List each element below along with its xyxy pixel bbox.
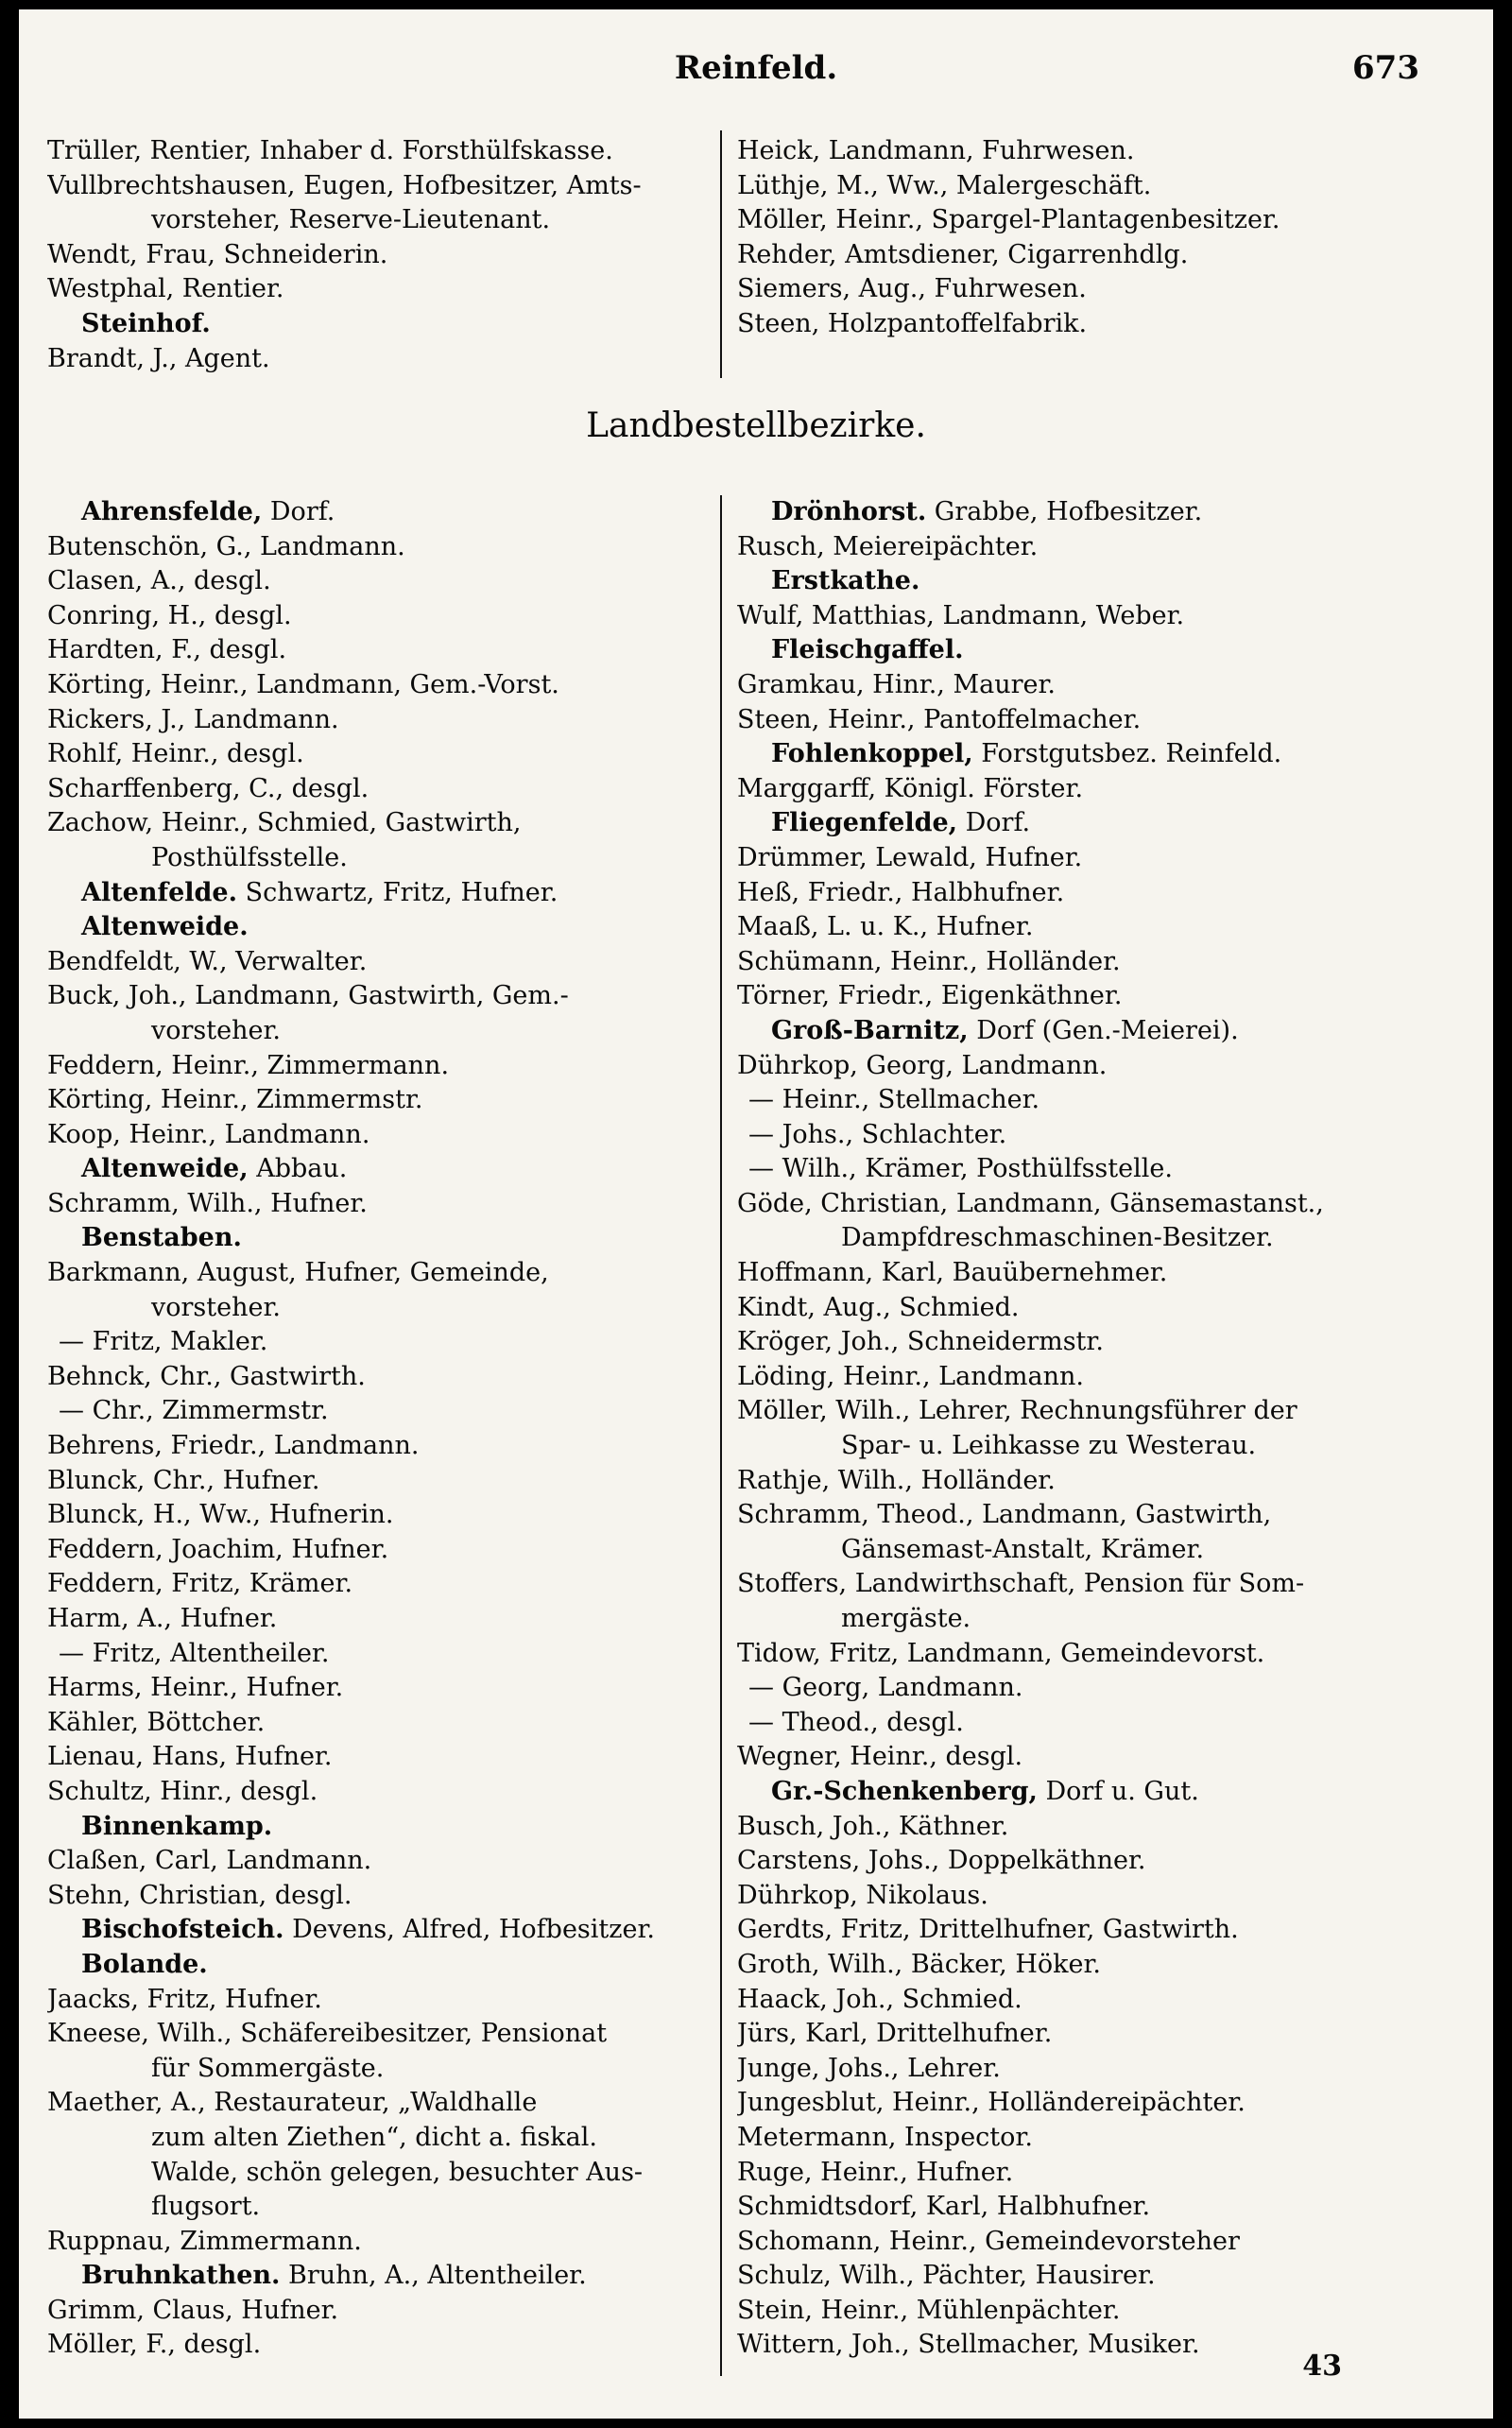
directory-entry: Maaß, L. u. K., Hufner.	[737, 912, 1034, 942]
directory-entry: Busch, Joh., Käthner.	[737, 1811, 1009, 1841]
directory-entry: Möller, F., desgl.	[47, 2330, 262, 2360]
locality-heading	[737, 737, 1465, 772]
entry-continuation: Dampfdreschmaschinen-Besitzer.	[841, 1223, 1274, 1253]
locality-heading	[47, 2259, 726, 2294]
directory-entry: Ruppnau, Zimmermann.	[47, 2226, 362, 2256]
locality-name: Bruhnkathen.	[81, 2261, 281, 2291]
directory-entry: Rusch, Meiereipächter.	[737, 531, 1039, 561]
page-number: 673	[1352, 49, 1419, 87]
directory-entry: Kindt, Aug., Schmied.	[737, 1292, 1020, 1322]
locality-note: Dorf (Gen.-Meierei).	[968, 1015, 1239, 1045]
locality-name: Bischofsteich.	[81, 1915, 284, 1945]
directory-entry: Scharffenberg, C., desgl.	[47, 773, 369, 803]
directory-entry: Feddern, Heinr., Zimmermann.	[47, 1050, 450, 1080]
directory-entry: Marggarff, Königl. Förster.	[737, 773, 1084, 803]
directory-entry: — Johs., Schlachter.	[748, 1119, 1007, 1149]
entry-continuation: Posthülfsstelle.	[151, 842, 348, 872]
locality-note: Dorf u. Gut.	[1037, 1776, 1199, 1806]
column-divider-top	[720, 130, 722, 378]
directory-entry: Groth, Wilh., Bäcker, Höker.	[737, 1949, 1101, 1979]
directory-entry: Körting, Heinr., Zimmermstr.	[47, 1085, 423, 1115]
directory-entry: Stein, Heinr., Mühlenpächter.	[737, 2295, 1121, 2325]
directory-entry: Bendfeldt, W., Verwalter.	[47, 946, 368, 976]
directory-entry: — Georg, Landmann.	[748, 1673, 1023, 1703]
running-header	[19, 49, 1493, 106]
entry-continuation: flugsort.	[151, 2192, 261, 2222]
locality-heading	[737, 806, 1465, 841]
locality-heading	[47, 495, 726, 530]
locality-note: Dorf.	[262, 497, 335, 526]
directory-entry: Buck, Joh., Landmann, Gastwirth, Gem.-	[47, 981, 569, 1011]
directory-entry: Trüller, Rentier, Inhaber d. Forsthülfskasse.	[47, 136, 613, 165]
locality-name: Fliegenfelde,	[771, 808, 958, 838]
directory-entry: Haack, Joh., Schmied.	[737, 1984, 1022, 2014]
directory-entry: Rehder, Amtsdiener, Cigarrenhdlg.	[737, 239, 1189, 269]
entry-continuation: mergäste.	[841, 1604, 971, 1633]
entry-continuation: vorsteher.	[151, 1015, 281, 1045]
directory-entry: — Wilh., Krämer, Posthülfsstelle.	[748, 1154, 1173, 1184]
directory-entry: Wittern, Joh., Stellmacher, Musiker.	[737, 2330, 1200, 2360]
directory-entry: Harms, Heinr., Hufner.	[47, 1673, 344, 1703]
directory-entry: Clasen, A., desgl.	[47, 566, 271, 596]
directory-entry: Grimm, Claus, Hufner.	[47, 2295, 339, 2325]
section-heading: Landbestellbezirke.	[586, 406, 926, 445]
locality-name: Fohlenkoppel,	[771, 739, 973, 769]
directory-entry: Möller, Heinr., Spargel-Plantagenbesitzer.	[737, 205, 1280, 235]
directory-entry: Metermann, Inspector.	[737, 2122, 1033, 2152]
entry-continuation: vorsteher.	[151, 1292, 281, 1322]
locality-heading	[737, 1014, 1465, 1049]
directory-entry: Schramm, Wilh., Hufner.	[47, 1188, 368, 1218]
page-title: Reinfeld.	[674, 49, 838, 87]
directory-entry: Blunck, H., Ww., Hufnerin.	[47, 1500, 394, 1530]
directory-entry: Drümmer, Lewald, Hufner.	[737, 842, 1083, 872]
directory-entry: Steen, Holzpantoffelfabrik.	[737, 308, 1088, 338]
directory-entry: Körting, Heinr., Landmann, Gem.-Vorst.	[47, 669, 559, 699]
locality-heading: Fleischgaffel.	[771, 635, 964, 665]
directory-entry: Heick, Landmann, Fuhrwesen.	[737, 136, 1135, 165]
directory-entry: — Theod., desgl.	[748, 1707, 964, 1737]
locality-note: Abbau.	[248, 1154, 348, 1184]
locality-heading: Binnenkamp.	[81, 1811, 273, 1841]
directory-entry: Siemers, Aug., Fuhrwesen.	[737, 274, 1087, 304]
directory-entry: Gramkau, Hinr., Maurer.	[737, 669, 1056, 699]
locality-heading: Steinhof.	[81, 308, 211, 338]
directory-entry: Stoffers, Landwirthschaft, Pension für Som-	[737, 1569, 1305, 1599]
locality-name: Drönhorst.	[771, 497, 927, 526]
locality-name: Ahrensfelde,	[81, 497, 263, 526]
locality-heading: Bolande.	[81, 1949, 208, 1979]
locality-note: Schwartz, Fritz, Hufner.	[237, 877, 558, 907]
directory-entry: — Fritz, Altentheiler.	[59, 1638, 330, 1668]
locality-heading	[47, 1152, 726, 1187]
directory-entry: Claßen, Carl, Landmann.	[47, 1846, 372, 1876]
directory-entry: Tidow, Fritz, Landmann, Gemeindevorst.	[737, 1638, 1265, 1668]
directory-entry: Westphal, Rentier.	[47, 274, 284, 304]
directory-entry: Wulf, Matthias, Landmann, Weber.	[737, 600, 1185, 630]
locality-name: Altenfelde.	[81, 877, 237, 907]
entry-continuation: Spar- u. Leihkasse zu Westerau.	[841, 1431, 1257, 1461]
directory-entry: Rickers, J., Landmann.	[47, 704, 339, 734]
directory-entry: Brandt, J., Agent.	[47, 343, 270, 373]
locality-heading: Benstaben.	[81, 1223, 242, 1253]
directory-entry: Dührkop, Georg, Landmann.	[737, 1050, 1108, 1080]
directory-entry: Junge, Johs., Lehrer.	[737, 2053, 1001, 2083]
directory-entry: Heß, Friedr., Halbhufner.	[737, 877, 1065, 907]
locality-note: Bruhn, A., Altentheiler.	[280, 2261, 587, 2291]
directory-entry: Schümann, Heinr., Holländer.	[737, 946, 1121, 976]
locality-note: Dorf.	[957, 808, 1031, 838]
locality-heading: Erstkathe.	[771, 566, 920, 596]
directory-entry: Lüthje, M., Ww., Malergeschäft.	[737, 170, 1152, 200]
entry-continuation: Walde, schön gelegen, besuchter Aus-	[151, 2157, 644, 2187]
directory-entry: Löding, Heinr., Landmann.	[737, 1361, 1084, 1391]
directory-entry: Barkmann, August, Hufner, Gemeinde,	[47, 1258, 549, 1288]
directory-entry: Stehn, Christian, desgl.	[47, 1880, 352, 1910]
directory-entry: Jürs, Karl, Drittelhufner.	[737, 2019, 1053, 2049]
directory-entry: Feddern, Fritz, Krämer.	[47, 1569, 353, 1599]
top-left-column	[47, 134, 726, 376]
directory-entry: Wegner, Heinr., desgl.	[737, 1742, 1023, 1772]
directory-entry: Jungesblut, Heinr., Holländereipächter.	[737, 2088, 1246, 2118]
directory-entry: Butenschön, G., Landmann.	[47, 531, 405, 561]
locality-heading	[737, 495, 1465, 530]
entry-continuation: Gänsemast-Anstalt, Krämer.	[841, 1534, 1205, 1564]
directory-entry: Rathje, Wilh., Holländer.	[737, 1465, 1056, 1495]
directory-entry: Carstens, Johs., Doppelkäthner.	[737, 1846, 1146, 1876]
directory-entry: Schramm, Theod., Landmann, Gastwirth,	[737, 1500, 1272, 1530]
main-left-column	[47, 495, 726, 2363]
directory-entry: Conring, H., desgl.	[47, 600, 292, 630]
directory-entry: Behrens, Friedr., Landmann.	[47, 1431, 420, 1461]
directory-entry: Feddern, Joachim, Hufner.	[47, 1534, 389, 1564]
entry-continuation: für Sommergäste.	[151, 2053, 385, 2083]
directory-entry: Schulz, Wilh., Pächter, Hausirer.	[737, 2261, 1156, 2291]
directory-entry: Vullbrechtshausen, Eugen, Hofbesitzer, Amts-	[47, 170, 642, 200]
directory-entry: Schultz, Hinr., desgl.	[47, 1776, 318, 1806]
locality-name: Altenweide,	[81, 1154, 249, 1184]
directory-entry: Kneese, Wilh., Schäfereibesitzer, Pensionat	[47, 2019, 608, 2049]
directory-page	[19, 9, 1493, 2419]
directory-entry: Möller, Wilh., Lehrer, Rechnungsführer der	[737, 1396, 1297, 1426]
directory-entry: Koop, Heinr., Landmann.	[47, 1119, 370, 1149]
directory-entry: Hardten, F., desgl.	[47, 635, 287, 665]
locality-note: Forstgutsbez. Reinfeld.	[972, 739, 1282, 769]
directory-entry: — Chr., Zimmermstr.	[59, 1396, 329, 1426]
directory-entry: Harm, A., Hufner.	[47, 1604, 278, 1633]
column-divider-main	[720, 495, 722, 2376]
directory-entry: Göde, Christian, Landmann, Gänsemastanst.,	[737, 1188, 1324, 1218]
directory-entry: — Heinr., Stellmacher.	[748, 1085, 1040, 1115]
directory-entry: — Fritz, Makler.	[59, 1327, 268, 1357]
locality-name: Groß-Barnitz,	[771, 1015, 969, 1045]
directory-entry: Zachow, Heinr., Schmied, Gastwirth,	[47, 808, 522, 838]
entry-continuation: vorsteher, Reserve-Lieutenant.	[151, 205, 551, 235]
main-right-column	[737, 495, 1465, 2363]
directory-entry: Blunck, Chr., Hufner.	[47, 1465, 320, 1495]
directory-entry: Ruge, Heinr., Hufner.	[737, 2157, 1014, 2187]
directory-entry: Maether, A., Restaurateur, „Waldhalle	[47, 2088, 538, 2118]
directory-entry: Hoffmann, Karl, Bauübernehmer.	[737, 1258, 1168, 1288]
directory-entry: Schomann, Heinr., Gemeindevorsteher	[737, 2226, 1240, 2256]
directory-entry: Rohlf, Heinr., desgl.	[47, 739, 304, 769]
directory-entry: Lienau, Hans, Hufner.	[47, 1742, 333, 1772]
directory-entry: Kröger, Joh., Schneidermstr.	[737, 1327, 1104, 1357]
top-right-column	[737, 134, 1455, 342]
directory-entry: Törner, Friedr., Eigenkäthner.	[737, 981, 1123, 1011]
directory-entry: Jaacks, Fritz, Hufner.	[47, 1984, 322, 2014]
directory-entry: Schmidtsdorf, Karl, Halbhufner.	[737, 2192, 1151, 2222]
locality-heading: Altenweide.	[81, 912, 249, 942]
directory-entry: Dührkop, Nikolaus.	[737, 1880, 988, 1910]
locality-note: Grabbe, Hofbesitzer.	[926, 497, 1203, 526]
signature-mark: 43	[1302, 2350, 1342, 2383]
locality-heading	[737, 1775, 1465, 1810]
entry-continuation: zum alten Ziethen“, dicht a. fiskal.	[151, 2122, 597, 2152]
directory-entry: Wendt, Frau, Schneiderin.	[47, 239, 388, 269]
locality-note: Devens, Alfred, Hofbesitzer.	[284, 1915, 655, 1945]
locality-heading	[47, 876, 726, 911]
directory-entry: Gerdts, Fritz, Drittelhufner, Gastwirth.	[737, 1915, 1239, 1945]
directory-entry: Steen, Heinr., Pantoffelmacher.	[737, 704, 1142, 734]
directory-entry: Behnck, Chr., Gastwirth.	[47, 1361, 366, 1391]
directory-entry: Kähler, Böttcher.	[47, 1707, 266, 1737]
locality-heading	[47, 1913, 726, 1948]
locality-name: Gr.-Schenkenberg,	[771, 1776, 1038, 1806]
